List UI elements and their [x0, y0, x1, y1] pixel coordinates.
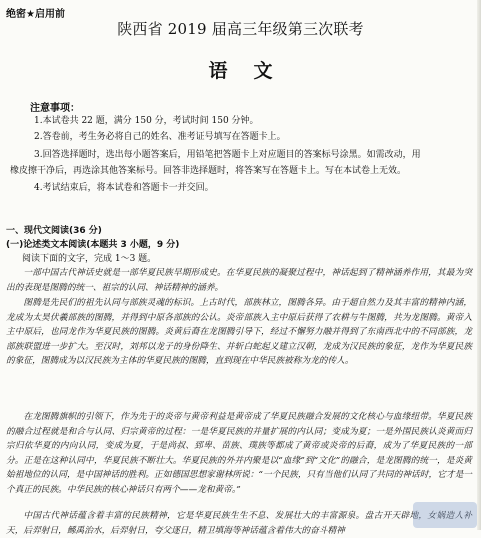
passage-paragraph: 在龙图腾旗帜的引领下，作为先于的炎帝与黄帝利益是黄帝成了华夏民族融合发展的文化核心与血缘纽带。华夏民族的融合过程就是和合与认同、归宗黄帝的过程：一是华夏民族的并量扩展的内认同；变成为夏；一是外围民族认炎黄而归宗归依华夏的内向认同，变成为夏，于是尚叔、郅卑、苗族、璞族等都成了黄帝或炎帝的后裔，成为了华夏民族的一部分。正是在这种认同中，华夏民族不断壮大。华夏民族的外并内聚是以“血缘”到“文化”的融合，是龙图腾的统一，是炎黄始祖地位的认同，是中国神话的胜利。正如德国思想家谢林所说：“一个民族，只有当他们认同了共同的神话时，它才是一个真正的民族。中华民族的核心神话只有两个——龙和黄帝。”: [6, 412, 472, 495]
passage-paragraph: 一部中国古代神话史就是一部华夏民族早期形成史。在华夏民族的凝聚过程中，神话起到了精神涵养作用，其最为突出的表现是图腾的统一、祖宗的认同、神话精神的涵养。: [6, 268, 472, 293]
reading-instruction: 阅读下面的文字，完成 1～3 题。: [22, 254, 157, 264]
passage-paragraph: 图腾是先民们的祖先认同与部族灵魂的标识。上古时代，部族林立，图腾各异。由于超自然力及其丰富的精神内涵，龙成为太昊伏羲部族的图腾，并得到中原各部族的公认。炎帝部族入主中原后获得了农耕与牛图腾，共为龙图腾。黄帝入主中原后，也同龙作为华夏民族的图腾。炎黄后裔在龙图腾引导下，经过不懈努力融并得到了东南西北中的不同部族，龙部族联盟进一步扩大。至汉时，刘邦以龙子的身份降生、并斩白蛇起义建立汉朝，龙成为汉民族的象征，龙作为华夏民族的象征，图腾成为以汉民族为主体的华夏民族的图腾，直到现在中华民族被称为龙的传人。: [6, 298, 472, 366]
notice-item: 1.本试卷共 22 题，满分 150 分，考试时间 150 分钟。: [34, 116, 259, 126]
confidential-label: 绝密★启用前: [6, 9, 65, 20]
page-edge: [477, 0, 481, 530]
notice-item: 4.考试结束后，将本试卷和答题卡一并交回。: [34, 183, 214, 193]
subsection-heading: (一)论述类文本阅读(本题共 3 小题，9 分): [6, 240, 180, 250]
section-heading: 一、现代文阅读(36 分): [6, 226, 102, 236]
notice-heading: 注意事项：: [30, 103, 80, 114]
passage-paragraph: 中国古代神话蕴含着丰富的民族精神，它是华夏民族生生不息、发展壮大的丰富源泉。盘古开天辟地，女娲造人补天，后羿射日，鲧禹治水，后羿射日，夸父逐日，精卫填海等神话蕴含着伟大的奋斗精神: [6, 511, 472, 536]
subject-title: 语文: [208, 60, 299, 82]
notice-item: 2.答卷前，考生务必将自己的姓名、准考证号填写在答题卡上。: [34, 132, 286, 142]
notice-item: 橡皮擦干净后，再选涂其他答案标号。回答非选择题时，将答案写在答题卡上。写在本试卷上无效。: [10, 166, 407, 176]
watermark-logo: [413, 502, 477, 528]
exam-title: 陕西省 2019 届高三年级第三次联考: [117, 20, 364, 38]
notice-item: 3.回答选择题时，选出每小题答案后，用铅笔把答题卡上对应题目的答案标号涂黑。如需改动，用: [34, 150, 421, 160]
